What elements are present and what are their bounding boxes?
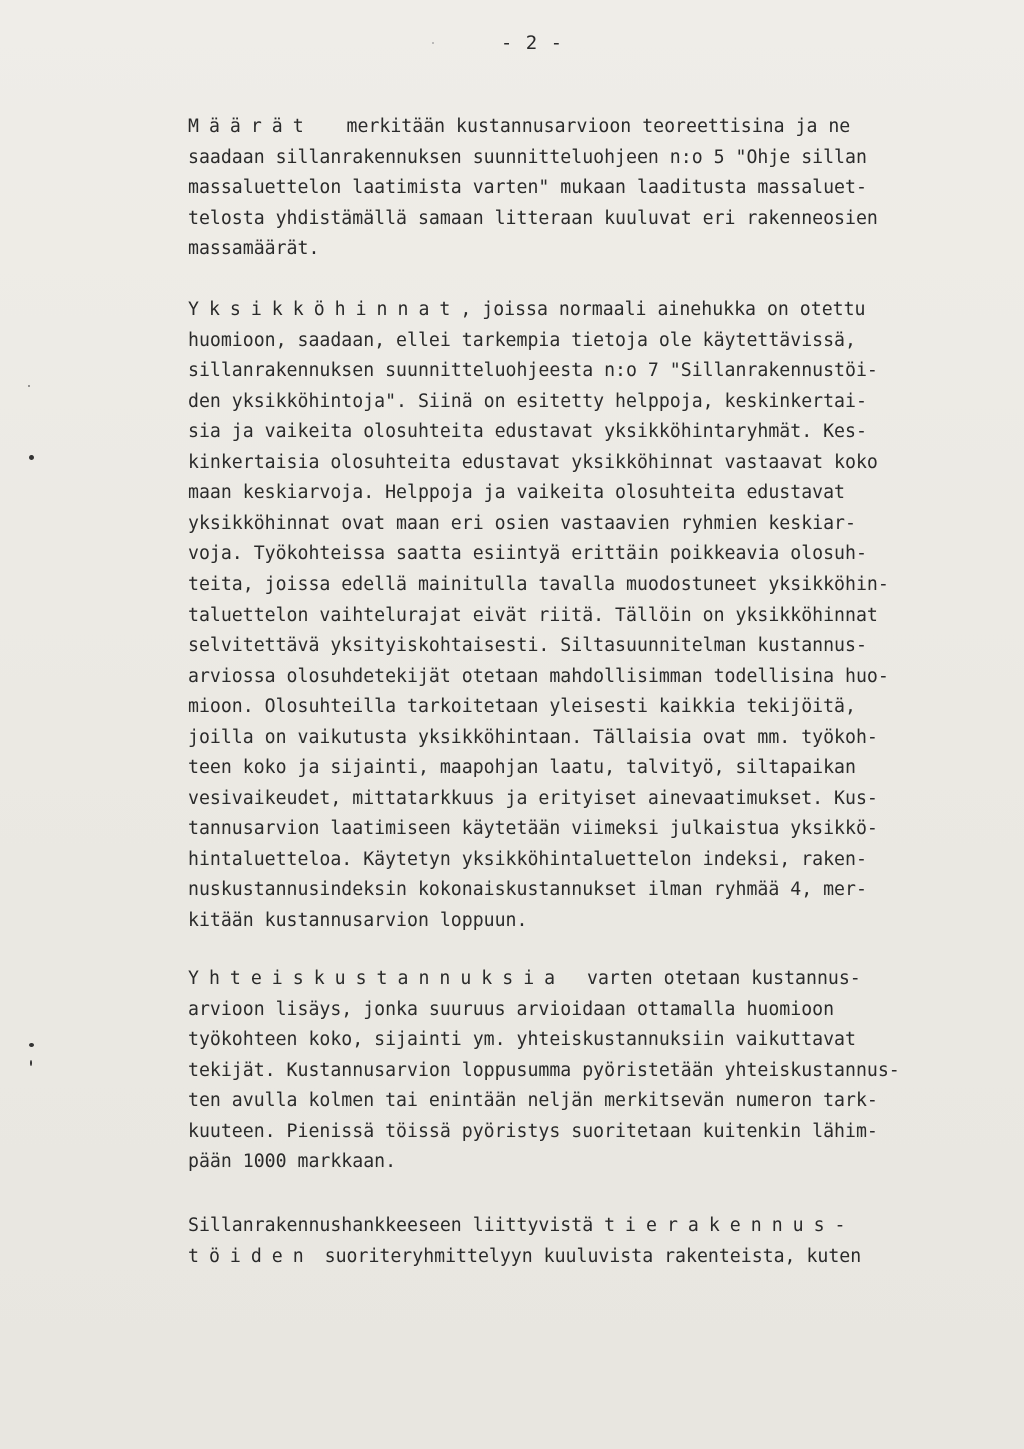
text-line [188, 695, 856, 719]
spaced-heading-word: töiden [188, 1245, 314, 1267]
text-line [188, 967, 861, 991]
text-segment: sia ja vaikeita olosuhteita edustavat yksikköhintaryhmät. Kes- [188, 421, 867, 443]
text-segment: taluettelon vaihtelurajat eivät riitä. Tällöin on yksikköhinnat [188, 604, 878, 626]
text-segment: kuuteen. Pienissä töissä pyöristys suoritetaan kuitenkin lähim- [188, 1120, 878, 1142]
page-number: - 2 - [500, 32, 564, 54]
text-line [188, 573, 889, 597]
text-line [188, 1120, 878, 1144]
text-segment: massaluettelon laatimista varten" mukaan laaditusta massaluet- [188, 177, 867, 199]
scan-speck [29, 455, 34, 460]
text-line [188, 420, 867, 444]
text-line [188, 115, 850, 139]
text-line [188, 1089, 878, 1113]
text-line [188, 848, 867, 872]
text-segment: varten otetaan kustannus- [565, 968, 861, 989]
text-line [188, 237, 319, 261]
spaced-heading-word: Yksikköhinnat [188, 299, 461, 320]
text-segment: merkitään kustannusarvioon teoreettisina ja ne [313, 116, 851, 137]
text-segment: hintaluetteloa. Käytetyn yksikköhintaluettelon indeksi, raken- [188, 848, 867, 870]
text-segment: suoriteryhmittelyyn kuuluvista rakenteista, kuten [313, 1245, 862, 1267]
text-line [188, 878, 867, 902]
scan-speck [28, 385, 30, 387]
text-line [188, 1245, 861, 1269]
text-segment: teen koko ja sijainti, maapohjan laatu, talvityö, siltapaikan [188, 757, 856, 779]
text-segment: , joissa normaali ainehukka on otettu [460, 299, 866, 320]
text-line [188, 359, 878, 383]
text-segment: kitään kustannusarvion loppuun. [188, 910, 528, 931]
text-line [188, 542, 867, 566]
text-segment: yksikköhinnat ovat maan eri osien vastaavien ryhmien keskiar- [188, 512, 856, 534]
text-segment: nuskustannusindeksin kokonaiskustannukset ilman ryhmää 4, mer- [188, 879, 867, 901]
text-line [188, 998, 834, 1022]
text-line [188, 1028, 856, 1052]
text-segment: sillanrakennuksen suunnitteluohjeesta n:o 7 "Sillanrakennustöi- [188, 360, 878, 382]
text-segment: tekijät. Kustannusarvion loppusumma pyöristetään yhteiskustannus- [188, 1059, 900, 1081]
text-line [188, 817, 878, 841]
text-line [188, 787, 878, 811]
spaced-heading-word: Yhteiskustannuksia [188, 968, 566, 989]
text-line [188, 1150, 396, 1174]
text-segment: tannusarvion laatimiseen käytetään viimeksi julkaistua yksikkö- [188, 818, 878, 840]
text-segment: pään 1000 markkaan. [188, 1151, 397, 1173]
text-segment: telosta yhdistämällä samaan litteraan kuuluvat eri rakenneosien [188, 207, 878, 229]
text-line [188, 1214, 856, 1238]
spaced-heading-word: Määrät [188, 116, 314, 137]
text-segment: arviossa olosuhdetekijät otetaan mahdollisimman todellisina huo- [188, 665, 889, 687]
text-segment: joilla on vaikutusta yksikköhintaan. Tällaisia ovat mm. työkoh- [188, 726, 878, 748]
text-segment: massamäärät. [188, 238, 320, 260]
text-line [188, 909, 527, 933]
text-line [188, 481, 845, 505]
text-segment: arvioon lisäys, jonka suuruus arvioidaan ottamalla huomioon [188, 998, 835, 1020]
text-line [188, 1059, 900, 1083]
text-segment: Sillanrakennushankkeeseen liittyvistä [188, 1215, 605, 1236]
text-line [188, 207, 878, 231]
text-line [188, 146, 867, 170]
text-line [188, 756, 856, 780]
text-segment: voja. Työkohteissa saatta esiintyä erittäin poikkeavia olosuh- [188, 543, 867, 565]
text-segment: työkohteen koko, sijainti ym. yhteiskustannuksiin vaikuttavat [188, 1029, 856, 1051]
text-line [188, 665, 889, 689]
scan-speck [29, 1043, 34, 1047]
text-line [188, 390, 867, 414]
text-line [188, 176, 867, 200]
scan-speck [30, 1060, 32, 1066]
text-line [188, 726, 878, 750]
text-segment: teita, joissa edellä mainitulla tavalla muodostuneet yksikköhin- [188, 573, 889, 595]
text-segment: maan keskiarvoja. Helppoja ja vaikeita olosuhteita edustavat [188, 482, 845, 504]
text-line [188, 298, 866, 322]
text-segment: saadaan sillanrakennuksen suunnitteluohjeen n:o 5 "Ohje sillan [188, 146, 867, 168]
text-segment: huomioon, saadaan, ellei tarkempia tietoja ole käytettävissä, [188, 329, 856, 351]
text-line [188, 634, 867, 658]
text-segment: selvitettävä yksityiskohtaisesti. Siltasuunnitelman kustannus- [188, 635, 867, 657]
text-line [188, 604, 878, 628]
text-segment: vesivaikeudet, mittatarkkuus ja erityiset ainevaatimukset. Kus- [188, 787, 878, 809]
text-line [188, 329, 856, 353]
text-segment: kinkertaisia olosuhteita edustavat yksikköhinnat vastaavat koko [188, 451, 878, 473]
text-line [188, 512, 856, 536]
text-segment: ten avulla kolmen tai enintään neljän merkitsevän numeron tark- [188, 1090, 878, 1112]
text-segment: den yksikköhintoja". Siinä on esitetty helppoja, keskinkertai- [188, 390, 867, 412]
text-line [188, 451, 878, 475]
spaced-heading-word: tierakennus- [604, 1215, 856, 1236]
text-segment: mioon. Olosuhteilla tarkoitetaan yleisesti kaikkia tekijöitä, [188, 696, 856, 718]
scan-speck [432, 42, 434, 44]
